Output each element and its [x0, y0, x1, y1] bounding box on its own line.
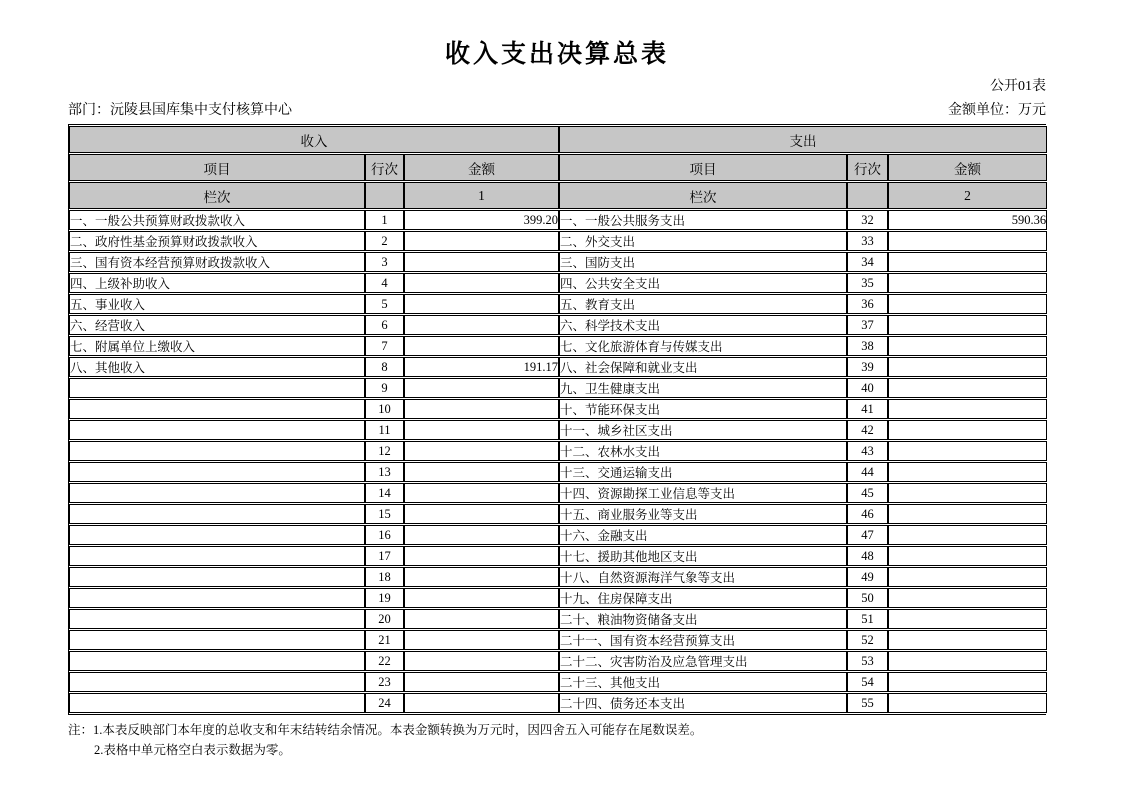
income-item-cell: 四、上级补助收入: [69, 273, 365, 293]
income-section-header: 收入: [69, 126, 559, 153]
amount-unit-line: [948, 102, 1046, 120]
income-item-cell: [69, 525, 365, 545]
page-title: 收入支出决算总表: [444, 41, 669, 68]
income-amount-cell: [404, 399, 559, 419]
table-row: [69, 588, 1047, 608]
income-line-cell: 19: [365, 588, 404, 608]
expense-item-cell: 十一、城乡社区支出: [559, 420, 847, 440]
amount-unit-value: 万元: [1018, 103, 1046, 118]
note-line-1: 注：1.本表反映部门本年度的总收支和年末结转结余情况。本表金额转换为万元时，因四舍五入可能存在尾数误差。: [68, 723, 703, 737]
expense-item-cell: 八、社会保障和就业支出: [559, 357, 847, 377]
expense-line-cell: 46: [847, 504, 888, 524]
table-row: [69, 630, 1047, 650]
income-line-cell: 12: [365, 441, 404, 461]
expense-item-cell: 二十一、国有资本经营预算支出: [559, 630, 847, 650]
column-header-row: [69, 154, 1047, 181]
department-line: [68, 102, 292, 120]
expense-item-cell: 二十二、灾害防治及应急管理支出: [559, 651, 847, 671]
expense-amount-cell: [888, 609, 1047, 629]
income-item-cell: [69, 399, 365, 419]
expense-item-cell: 十五、商业服务业等支出: [559, 504, 847, 524]
expense-item-cell: 十六、金融支出: [559, 525, 847, 545]
table-body: [69, 210, 1047, 713]
expense-item-cell: 二十三、其他支出: [559, 672, 847, 692]
expense-line-cell: 54: [847, 672, 888, 692]
income-item-cell: 三、国有资本经营预算财政拨款收入: [69, 252, 365, 272]
income-line-cell: 23: [365, 672, 404, 692]
summary-table-wrapper: [68, 124, 1046, 715]
table-row: [69, 567, 1047, 587]
expense-amount-cell: [888, 525, 1047, 545]
expense-item-cell: 十九、住房保障支出: [559, 588, 847, 608]
expense-line-cell: 33: [847, 231, 888, 251]
department-value: 沅陵县国库集中支付核算中心: [110, 103, 292, 118]
table-row: [69, 525, 1047, 545]
income-item-cell: [69, 630, 365, 650]
expense-item-cell: 十四、资源勘探工业信息等支出: [559, 483, 847, 503]
income-line-cell: 1: [365, 210, 404, 230]
income-line-cell: 13: [365, 462, 404, 482]
expense-line-cell: 45: [847, 483, 888, 503]
income-amount-cell: [404, 252, 559, 272]
income-item-cell: 八、其他收入: [69, 357, 365, 377]
table-row: [69, 504, 1047, 524]
income-item-cell: [69, 588, 365, 608]
expense-colindex-line-cell: [847, 182, 888, 209]
income-item-cell: [69, 441, 365, 461]
expense-item-cell: 二十四、债务还本支出: [559, 693, 847, 713]
income-amount-cell: [404, 567, 559, 587]
table-row: [69, 462, 1047, 482]
table-row: [69, 693, 1047, 713]
income-line-cell: 8: [365, 357, 404, 377]
expense-amount-cell: [888, 651, 1047, 671]
expense-colindex-label: 栏次: [559, 182, 847, 209]
expense-line-cell: 34: [847, 252, 888, 272]
income-amount-cell: [404, 630, 559, 650]
expense-line-cell: 50: [847, 588, 888, 608]
income-line-cell: 17: [365, 546, 404, 566]
expense-item-cell: 二、外交支出: [559, 231, 847, 251]
expense-line-header: 行次: [847, 154, 888, 181]
expense-amount-cell: [888, 483, 1047, 503]
income-item-cell: [69, 672, 365, 692]
expense-amount-cell: [888, 315, 1047, 335]
income-line-cell: 2: [365, 231, 404, 251]
expense-line-cell: 37: [847, 315, 888, 335]
expense-amount-cell: [888, 231, 1047, 251]
income-line-cell: 6: [365, 315, 404, 335]
expense-amount-cell: [888, 294, 1047, 314]
expense-item-cell: 五、教育支出: [559, 294, 847, 314]
income-line-cell: 21: [365, 630, 404, 650]
income-item-cell: [69, 693, 365, 713]
income-amount-cell: [404, 504, 559, 524]
expense-line-cell: 40: [847, 378, 888, 398]
notes: [68, 720, 1046, 760]
income-item-cell: [69, 462, 365, 482]
expense-amount-header: 金额: [888, 154, 1047, 181]
expense-item-cell: 十七、援助其他地区支出: [559, 546, 847, 566]
table-row: [69, 546, 1047, 566]
income-item-cell: 七、附属单位上缴收入: [69, 336, 365, 356]
table-code: 公开01表: [990, 79, 1046, 94]
table-row: [69, 294, 1047, 314]
expense-amount-cell: 590.36: [888, 210, 1047, 230]
income-line-cell: 24: [365, 693, 404, 713]
income-line-header: 行次: [365, 154, 404, 181]
income-amount-cell: [404, 231, 559, 251]
income-item-cell: [69, 420, 365, 440]
expense-item-cell: 十八、自然资源海洋气象等支出: [559, 567, 847, 587]
expense-line-cell: 44: [847, 462, 888, 482]
expense-line-cell: 32: [847, 210, 888, 230]
expense-item-cell: 一、一般公共服务支出: [559, 210, 847, 230]
expense-line-cell: 55: [847, 693, 888, 713]
income-item-cell: [69, 567, 365, 587]
expense-item-cell: 七、文化旅游体育与传媒支出: [559, 336, 847, 356]
income-amount-cell: [404, 420, 559, 440]
income-amount-cell: [404, 546, 559, 566]
amount-unit-label: 金额单位：: [948, 103, 1018, 118]
expense-amount-cell: [888, 672, 1047, 692]
expense-item-cell: 十二、农林水支出: [559, 441, 847, 461]
expense-amount-cell: [888, 504, 1047, 524]
income-line-cell: 22: [365, 651, 404, 671]
expense-line-cell: 49: [847, 567, 888, 587]
income-amount-cell: [404, 441, 559, 461]
expense-line-cell: 51: [847, 609, 888, 629]
income-item-cell: [69, 546, 365, 566]
expense-item-cell: 十、节能环保支出: [559, 399, 847, 419]
table-row: [69, 336, 1047, 356]
expense-item-header: 项目: [559, 154, 847, 181]
expense-line-cell: 43: [847, 441, 888, 461]
expense-line-cell: 53: [847, 651, 888, 671]
income-colindex-line-cell: [365, 182, 404, 209]
income-line-cell: 18: [365, 567, 404, 587]
expense-amount-cell: [888, 693, 1047, 713]
expense-amount-cell: [888, 630, 1047, 650]
table-row: [69, 651, 1047, 671]
expense-amount-cell: [888, 378, 1047, 398]
expense-item-cell: 三、国防支出: [559, 252, 847, 272]
expense-line-cell: 47: [847, 525, 888, 545]
table-row: [69, 420, 1047, 440]
table-row: [69, 609, 1047, 629]
table-row: [69, 210, 1047, 230]
expense-amount-cell: [888, 588, 1047, 608]
table-row: [69, 483, 1047, 503]
expense-amount-cell: [888, 273, 1047, 293]
income-line-cell: 3: [365, 252, 404, 272]
income-amount-cell: [404, 525, 559, 545]
expense-line-cell: 36: [847, 294, 888, 314]
income-amount-cell: 399.20: [404, 210, 559, 230]
income-line-cell: 15: [365, 504, 404, 524]
income-amount-cell: [404, 651, 559, 671]
income-amount-cell: 191.17: [404, 357, 559, 377]
expense-line-cell: 52: [847, 630, 888, 650]
report-page: [68, 0, 1046, 760]
income-amount-cell: [404, 378, 559, 398]
table-row: [69, 357, 1047, 377]
income-item-cell: [69, 609, 365, 629]
expense-item-cell: 九、卫生健康支出: [559, 378, 847, 398]
income-amount-cell: [404, 315, 559, 335]
expense-line-cell: 41: [847, 399, 888, 419]
table-row: [69, 399, 1047, 419]
table-row: [69, 231, 1047, 251]
expense-amount-cell: [888, 399, 1047, 419]
expense-item-cell: 十三、交通运输支出: [559, 462, 847, 482]
income-line-cell: 7: [365, 336, 404, 356]
income-amount-cell: [404, 294, 559, 314]
income-item-header: 项目: [69, 154, 365, 181]
income-amount-header: 金额: [404, 154, 559, 181]
expense-amount-cell: [888, 420, 1047, 440]
income-amount-cell: [404, 273, 559, 293]
expense-amount-cell: [888, 357, 1047, 377]
income-item-cell: [69, 651, 365, 671]
expense-item-cell: 二十、粮油物资储备支出: [559, 609, 847, 629]
section-header-row: [69, 126, 1047, 153]
table-row: [69, 273, 1047, 293]
expense-amount-cell: [888, 336, 1047, 356]
department-label: 部门：: [68, 103, 110, 118]
income-colindex-value: 1: [404, 182, 559, 209]
column-index-row: [69, 182, 1047, 209]
income-line-cell: 10: [365, 399, 404, 419]
expense-line-cell: 35: [847, 273, 888, 293]
income-amount-cell: [404, 336, 559, 356]
income-amount-cell: [404, 693, 559, 713]
income-line-cell: 4: [365, 273, 404, 293]
expense-item-cell: 六、科学技术支出: [559, 315, 847, 335]
income-item-cell: 六、经营收入: [69, 315, 365, 335]
expense-line-cell: 38: [847, 336, 888, 356]
table-row: [69, 441, 1047, 461]
income-item-cell: 一、一般公共预算财政拨款收入: [69, 210, 365, 230]
income-colindex-label: 栏次: [69, 182, 365, 209]
table-row: [69, 378, 1047, 398]
income-line-cell: 20: [365, 609, 404, 629]
income-line-cell: 9: [365, 378, 404, 398]
income-item-cell: [69, 483, 365, 503]
table-row: [69, 315, 1047, 335]
expense-amount-cell: [888, 546, 1047, 566]
income-line-cell: 11: [365, 420, 404, 440]
income-item-cell: [69, 378, 365, 398]
income-item-cell: [69, 504, 365, 524]
expense-section-header: 支出: [559, 126, 1047, 153]
income-amount-cell: [404, 609, 559, 629]
income-line-cell: 16: [365, 525, 404, 545]
expense-line-cell: 39: [847, 357, 888, 377]
income-amount-cell: [404, 483, 559, 503]
expense-amount-cell: [888, 567, 1047, 587]
income-item-cell: 五、事业收入: [69, 294, 365, 314]
income-amount-cell: [404, 672, 559, 692]
income-line-cell: 5: [365, 294, 404, 314]
income-amount-cell: [404, 462, 559, 482]
expense-item-cell: 四、公共安全支出: [559, 273, 847, 293]
table-row: [69, 672, 1047, 692]
income-line-cell: 14: [365, 483, 404, 503]
expense-colindex-value: 2: [888, 182, 1047, 209]
income-amount-cell: [404, 588, 559, 608]
expense-amount-cell: [888, 462, 1047, 482]
meta-row: [68, 102, 1046, 120]
expense-line-cell: 42: [847, 420, 888, 440]
income-item-cell: 二、政府性基金预算财政拨款收入: [69, 231, 365, 251]
expense-line-cell: 48: [847, 546, 888, 566]
table-row: [69, 252, 1047, 272]
note-line-2: 2.表格中单元格空白表示数据为零。: [94, 743, 291, 757]
expense-amount-cell: [888, 441, 1047, 461]
summary-table: [69, 125, 1047, 714]
expense-amount-cell: [888, 252, 1047, 272]
